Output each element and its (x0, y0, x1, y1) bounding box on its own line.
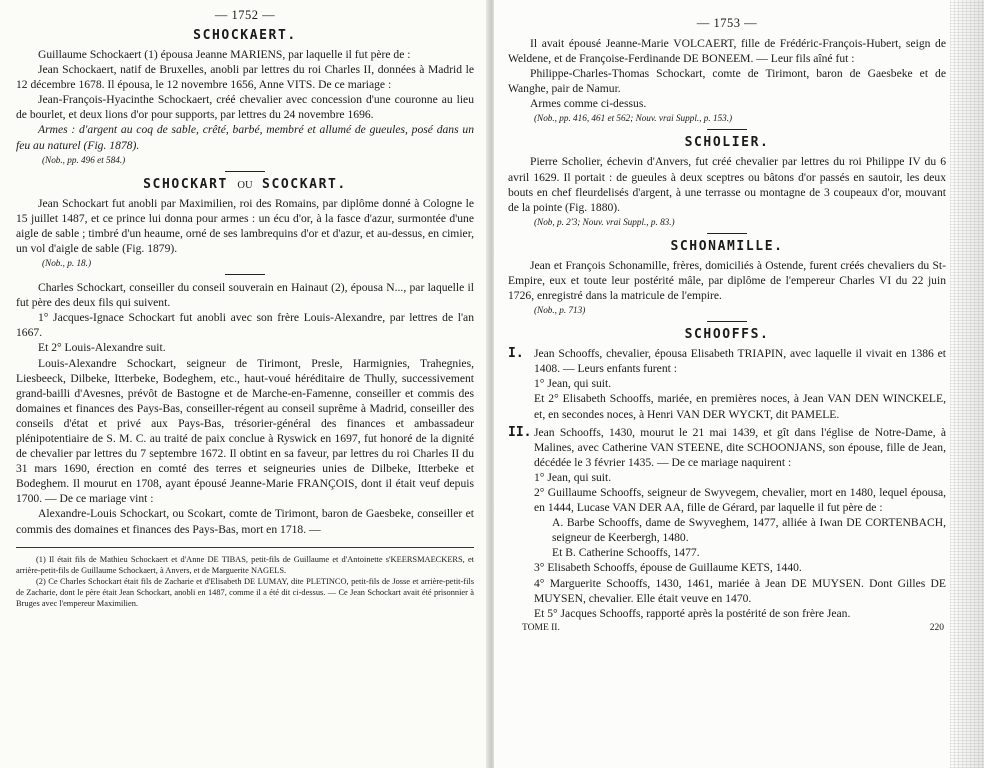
signature-number: 220 (929, 622, 944, 633)
heading-schonamille: SCHONAMILLE. (670, 238, 784, 254)
footnote-divider (16, 547, 474, 548)
divider (707, 233, 747, 234)
heading-schockart (16, 177, 474, 192)
heading-part: SCOCKART. (262, 176, 347, 192)
reference: (Nob., p. 713) (534, 305, 586, 316)
child-entry: 1° Jean, qui suit. (534, 377, 612, 391)
paragraph: Et 2° Louis-Alexandre suit. (38, 341, 166, 355)
roman-numeral: I. (508, 346, 524, 362)
paragraph: Jean Schockart fut anobli par Maximilien, roi des Romains, par diplôme donné à Cologne le 15 juillet 1487, et ce prince lui donna pour armes : un écu d'or, à la fasce d'azur, surmontée d'une aigle de sable ; timbré d'un heaume, orné de ses lambrequins d'or et d'azur, et au-dessus, en cimier, un vol d'aigle de sable (Fig. 1879). (16, 196, 474, 255)
reference: (Nob., pp. 496 et 584.) (42, 154, 126, 165)
heading-scholier: SCHOLIER. (684, 135, 770, 151)
page-footer (508, 623, 946, 637)
child-entry: 2° Guillaume Schooffs, seigneur de Swyvegem, chevalier, mort en 1480, lequel épousa, en 1444, Lucase VAN DER AA, fille de Gérard, par laquelle il fut père de : (534, 485, 946, 515)
scan-edge-noise (950, 0, 984, 768)
paragraph: Il avait épousé Jeanne-Marie VOLCAERT, fille de Frédéric-François-Hubert, seign de Weldene, et de Françoise-Ferdinande DE BONEEM. — Leur fils aîné fut : (508, 37, 946, 66)
roman-numeral: II. (508, 424, 532, 440)
divider (225, 274, 265, 275)
divider (225, 171, 265, 172)
generation-text: Jean Schooffs, 1430, mourut le 21 mai 1439, et gît dans l'église de Notre-Dame, à Malines, avec Catherine VAN STEENE, dite SCHOONJANS, son épouse, fille de Jean, décédée le 3 février 1435. — De ce mariage naquirent : (534, 425, 946, 469)
reference: (Nob, p. 2'3; Nouv. vrai Suppl., p. 83.) (534, 216, 675, 227)
paragraph: Jean-François-Hyacinthe Schockaert, créé chevalier avec concession d'une couronne au lieu de bourlet, et deux lions d'or pour supports, par lettres du 24 novembre 1696. (16, 93, 474, 122)
right-page (494, 0, 984, 768)
paragraph: Louis-Alexandre Schockart, seigneur de Tirimont, Presle, Harmignies, Trahegnies, Liesbeeck, Dilbeke, Itterbeke, Bodeghem, etc., haut-voué héréditaire de Thully, successivement grand-bailli d'Avesnes, prévôt de Bastogne et de Marche-en-Famenne, conseiller et commis des domaines et finances des Pays-Bas, conseiller-régent au conseil suprême à Madrid, conseiller des conseils d'état et privé aux Pays-Bas, trésorier-général des finances et ambassadeur plénipotentiaire de S. M. C. au traité de paix conclue à Ryswick en 1697, fut honoré de la dignité de chevalier par lettres du 7 septembre 1672. Il obtint en sa faveur, par lettres du roi Charles II du 31 mars 1690, érection en comté des terres et seigneuries unies de Dilbeke, Itterbeke et Bodeghem. Il mourut en 1708, ayant épousé Jeanne-Marie FRANÇOIS, dont il était veuf depuis 1700. — De ce mariage vint : (16, 356, 474, 506)
paragraph: Jean Schockaert, natif de Bruxelles, anobli par lettres du roi Charles II, données à Madrid le 12 décembre 1678. Il épousa, le 12 novembre 1656, Anne VITS. De ce mariage : (16, 63, 474, 92)
reference: (Nob., pp. 416, 461 et 562; Nouv. vrai Suppl., p. 153.) (534, 113, 733, 124)
child-entry: 1° Jean, qui suit. (534, 470, 612, 484)
footnote: (2) Ce Charles Schockart était fils de Zacharie et d'Elisabeth DE LUMAY, dite PLETINCO, petit-fils de Josse et arrière-petit-fils de Zacharie, dont le père était Jean Schockart, anobli en 1487, comme il a été dit ci-dessus. — Ce Jean Schockart avait été prisonnier à Bruges avec l'empereur Maximilien. (16, 576, 474, 608)
right-page-number: — 1753 — (696, 16, 758, 30)
paragraph-arms: Armes : d'argent au coq de sable, crêté, barbé, membré et allumé de gueules, posé dans un feu au naturel (Fig. 1878). (16, 123, 474, 152)
paragraph: Guillaume Schockaert (1) épousa Jeanne MARIENS, par laquelle il fut père de : (38, 48, 411, 61)
left-page-number: — 1752 — (214, 8, 276, 22)
grandchild-entry: A. Barbe Schooffs, dame de Swyveghem, 1477, alliée à Iwan DE CORTENBACH, seigneur de Keerbergh, 1480. (552, 516, 946, 545)
divider (707, 129, 747, 130)
left-page (0, 0, 490, 768)
paragraph: Alexandre-Louis Schockart, ou Scokart, comte de Tirimont, baron de Gaesbeke, conseiller et commis des domaines et finances des Pays-Bas, mort en 1718. — (16, 507, 474, 536)
heading-schockaert: SCHOCKAERT. (193, 28, 297, 43)
child-entry: 3° Elisabeth Schooffs, épouse de Guillaume KETS, 1440. (534, 561, 802, 575)
paragraph: Armes comme ci-dessus. (530, 97, 647, 111)
child-entry: Et 2° Elisabeth Schooffs, mariée, en premières noces, à Jean VAN DEN WINCKELE, et, en secondes noces, à Henri VAN DER WYCKT, dit PAMELE. (534, 392, 946, 421)
generation-text: Jean Schooffs, chevalier, épousa Elisabeth TRIAPIN, avec laquelle il vivait en 1386 et 1408. — Leurs enfants furent : (534, 347, 946, 376)
child-entry: 4° Marguerite Schooffs, 1430, 1461, mariée à Jean DE MUYSEN. Dont Gilles DE MUYSEN, chevalier. Elle était veuve en 1470. (534, 576, 946, 605)
paragraph: Jean et François Schonamille, frères, domiciliés à Ostende, furent créés chevaliers du St-Empire, eux et toute leur postérité mâle, par diplôme de l'empereur Charles VI du 22 juin 1726, enregistré dans la matricule de l'empire. (508, 258, 946, 303)
paragraph: Philippe-Charles-Thomas Schockart, comte de Tirimont, baron de Gaesbeke et de Wanghe, pair de Namur. (508, 67, 946, 96)
generation-1 (508, 346, 946, 376)
child-entry: Et 5° Jacques Schooffs, rapporté après la postérité de son frère Jean. (534, 606, 851, 620)
heading-part: SCHOCKART (143, 176, 228, 192)
volume-label: TOME II. (522, 622, 560, 633)
heading-ou: OU (237, 179, 253, 191)
paragraph: 1° Jacques-Ignace Schockart fut anobli avec son frère Louis-Alexandre, par lettres de l'an 1667. (16, 311, 474, 340)
grandchild-entry: Et B. Catherine Schooffs, 1477. (552, 546, 700, 560)
paragraph: Charles Schockart, conseiller du conseil souverain en Hainaut (2), épousa N..., par laquelle il fut père des deux fils qui suivent. (16, 281, 474, 310)
heading-schooffs: SCHOOFFS. (684, 327, 770, 343)
generation-2 (508, 425, 946, 470)
divider (707, 321, 747, 322)
reference: (Nob., p. 18.) (42, 258, 91, 269)
footnote: (1) Il était fils de Mathieu Schockaert et d'Anne DE TIBAS, petit-fils de Guillaume et d'Antoinette s'KEERSMAECKERS, et arrière-petit-fils de Guillaume Schockaert, à Anvers, et de Marguerite NAGELS. (16, 554, 474, 575)
paragraph: Pierre Scholier, échevin d'Anvers, fut créé chevalier par lettres du roi Philippe IV du 6 avril 1629. Il portait : de gueules à deux sceptres ou bâtons d'or passés en sautoir, les deux bouts en chef fleurdelisés d'argent, à une terrasse ou montagne de 3 coupeaux d'or, mouvant de la pointe (Fig. 1880). (508, 155, 946, 214)
